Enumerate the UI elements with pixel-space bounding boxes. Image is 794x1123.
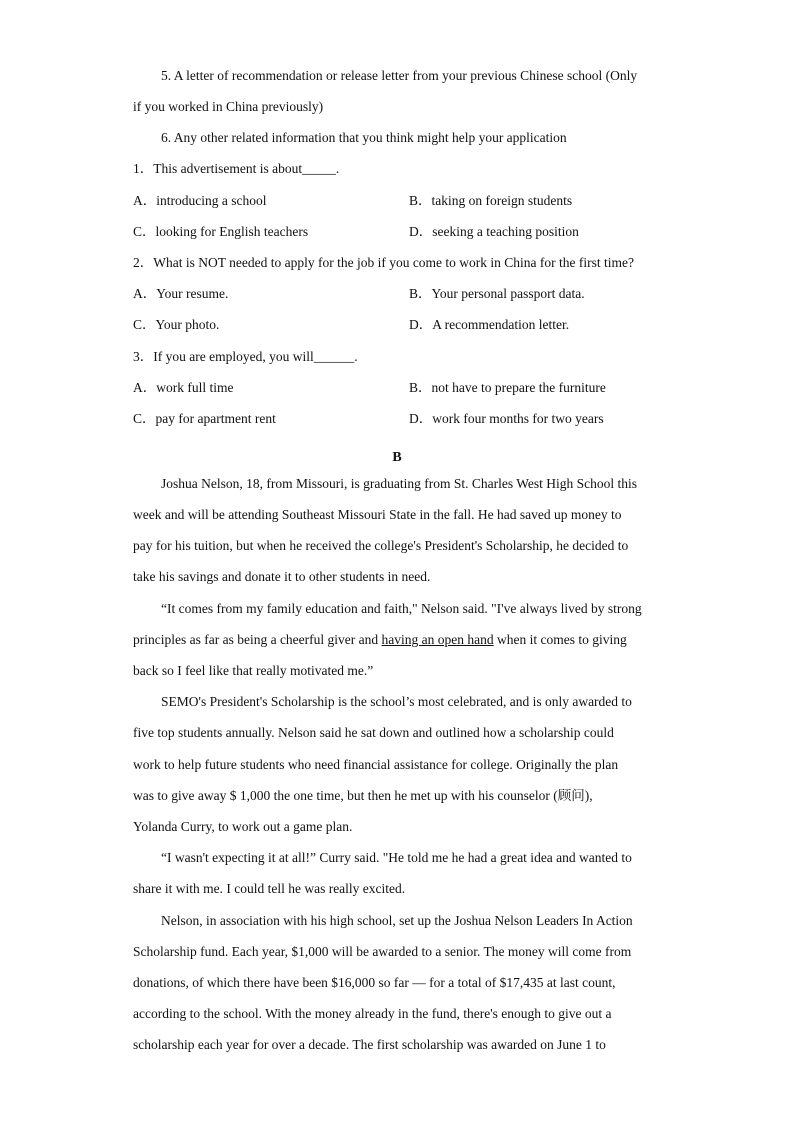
passage-line: Nelson, in association with his high school, set up the Joshua Nelson Leaders In Action <box>161 913 633 928</box>
question-3-option-d: D．work four months for two years <box>409 411 604 426</box>
passage-line: scholarship each year for over a decade. The first scholarship was awarded on June 1 to <box>133 1037 606 1052</box>
underlined-phrase: having an open hand <box>381 632 494 647</box>
passage-line: was to give away $ 1,000 the one time, but then he met up with his counselor (顾问), <box>133 788 593 803</box>
question-2-option-b: B．Your personal passport data. <box>409 286 585 301</box>
question-1-option-a: A．introducing a school <box>133 193 267 208</box>
question-1-option-c: C．looking for English teachers <box>133 224 309 239</box>
passage-line: take his savings and donate it to other students in need. <box>133 569 431 584</box>
question-3-stem: 3．If you are employed, you will______. <box>133 349 358 364</box>
requirement-5-line-1: 5. A letter of recommendation or release letter from your previous Chinese school (Only <box>161 68 638 83</box>
question-3-option-b: B．not have to prepare the furniture <box>409 380 606 395</box>
passage-line: Scholarship fund. Each year, $1,000 will be awarded to a senior. The money will come from <box>133 944 632 959</box>
passage-line: week and will be attending Southeast Missouri State in the fall. He had saved up money to <box>133 507 622 522</box>
passage-line: five top students annually. Nelson said he sat down and outlined how a scholarship could <box>133 725 614 740</box>
passage-line: “It comes from my family education and faith," Nelson said. "I've always lived by strong <box>161 601 642 616</box>
passage-line-with-underline <box>133 632 627 648</box>
passage-line: back so I feel like that really motivated me.” <box>133 663 374 678</box>
passage-line: Yolanda Curry, to work out a game plan. <box>133 819 353 834</box>
passage-line: “I wasn't expecting it at all!” Curry said. "He told me he had a great idea and wanted to <box>161 850 632 865</box>
requirement-6: 6. Any other related information that you think might help your application <box>161 130 567 145</box>
question-1-option-d: D．seeking a teaching position <box>409 224 579 239</box>
question-3-option-a: A．work full time <box>133 380 234 395</box>
question-3-option-c: C．pay for apartment rent <box>133 411 276 426</box>
question-2-option-a: A．Your resume. <box>133 286 229 301</box>
question-2-option-c: C．Your photo. <box>133 317 220 332</box>
question-1-stem: 1．This advertisement is about_____. <box>133 161 340 176</box>
passage-text: when it comes to giving <box>493 632 627 647</box>
requirement-5-line-2: if you worked in China previously) <box>133 99 324 114</box>
passage-text: principles as far as being a cheerful giver and <box>133 632 382 647</box>
passage-line: work to help future students who need financial assistance for college. Originally the plan <box>133 757 619 772</box>
passage-line: pay for his tuition, but when he received the college's President's Scholarship, he decided to <box>133 538 629 553</box>
question-1-option-b: B．taking on foreign students <box>409 193 573 208</box>
passage-line: Joshua Nelson, 18, from Missouri, is graduating from St. Charles West High School this <box>161 476 638 491</box>
passage-line: share it with me. I could tell he was really excited. <box>133 881 406 896</box>
question-2-option-d: D．A recommendation letter. <box>409 317 570 332</box>
passage-line: SEMO's President's Scholarship is the school’s most celebrated, and is only awarded to <box>161 694 632 709</box>
passage-line: according to the school. With the money already in the fund, there's enough to give out a <box>133 1006 612 1021</box>
section-b-heading: B <box>392 450 402 465</box>
question-2-stem: 2．What is NOT needed to apply for the job if you come to work in China for the first time? <box>133 255 635 270</box>
passage-line: donations, of which there have been $16,000 so far — for a total of $17,435 at last count, <box>133 975 616 990</box>
